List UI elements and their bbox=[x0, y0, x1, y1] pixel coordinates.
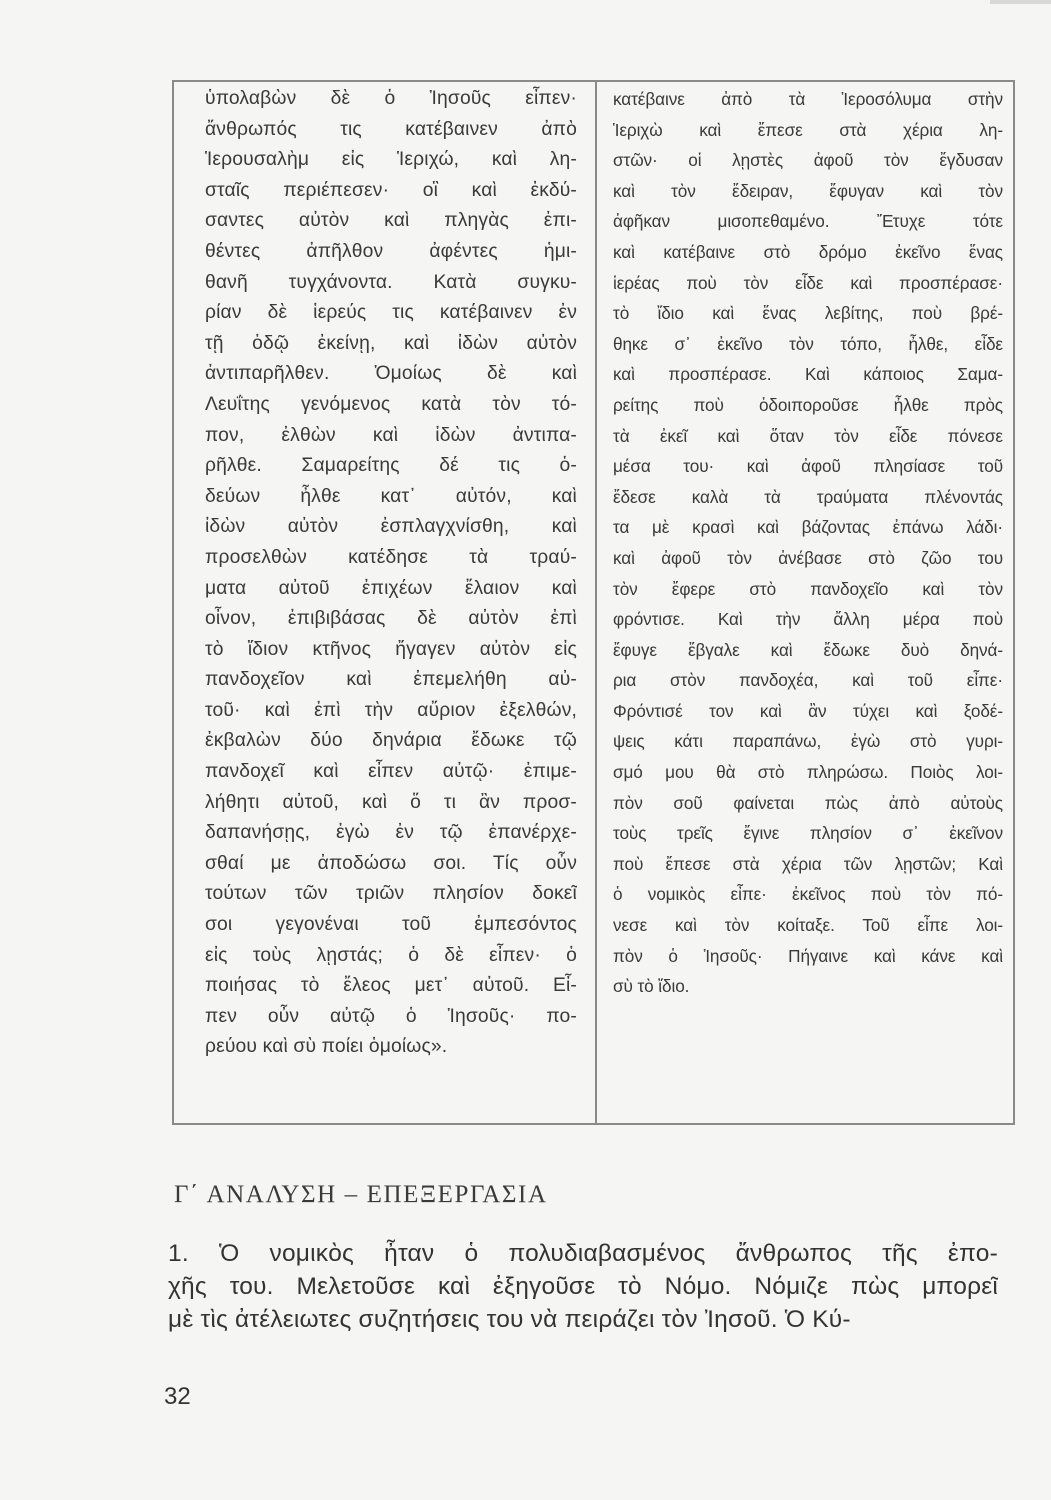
text-line: ἐκβαλὼν δύο δηνάρια ἔδωκε τῷ bbox=[205, 730, 577, 752]
paragraph-line: χῆς του. Μελετοῦσε καὶ ἐξηγοῦσε τὸ Νόμο. Νόμιζε πὼς μπορεῖ bbox=[168, 1273, 998, 1300]
text-line: δαπανήσῃς, ἐγὼ ἐν τῷ ἐπανέρχε- bbox=[205, 822, 577, 844]
paragraph-line: μὲ τὶς ἀτέλειωτες συζητήσεις του νὰ πειράζει τὸν Ἰησοῦ. Ὁ Κύ- bbox=[168, 1306, 851, 1333]
text-line: σμό μου θὰ στὸ πληρώσω. Ποιὸς λοι- bbox=[613, 762, 1003, 783]
text-line: πεν οὖν αὐτῷ ὁ Ἰησοῦς· πο- bbox=[205, 1005, 577, 1027]
text-line: ἔδεσε καλὰ τὰ τραύματα πλένοντάς bbox=[613, 486, 1003, 507]
original-text-column bbox=[205, 84, 577, 1063]
text-line: σοι γεγονέναι τοῦ ἐμπεσόντος bbox=[205, 914, 577, 936]
text-line: τὸν ἔφερε στὸ πανδοχεῖο καὶ τὸν bbox=[613, 578, 1003, 599]
text-line: φρόντισε. Καὶ τὴν ἄλλη μέρα ποὺ bbox=[613, 609, 1003, 630]
text-line: ρείτης ποὺ ὁδοιποροῦσε ἦλθε πρὸς bbox=[613, 394, 1003, 415]
text-line: καὶ κατέβαινε στὸ δρόμο ἐκεῖνο ἕνας bbox=[613, 241, 1003, 262]
section-heading: Γ΄ ΑΝΑΛΥΣΗ – ΕΠΕΞΕΡΓΑΣΙΑ bbox=[174, 1181, 548, 1208]
text-line: πανδοχεῖον καὶ ἐπεμελήθη αὐ- bbox=[205, 669, 577, 691]
text-line: θέντες ἀπῆλθον ἀφέντες ἡμι- bbox=[205, 240, 577, 262]
text-line: ποὺ ἔπεσε στὰ χέρια τῶν λῃστῶν; Καὶ bbox=[613, 853, 1003, 874]
text-line: καὶ ἀφοῦ τὸν ἀνέβασε στὸ ζῶο του bbox=[613, 547, 1003, 568]
text-line: πανδοχεῖ καὶ εἶπεν αὐτῷ· ἐπιμε- bbox=[205, 761, 577, 783]
text-line: μέσα του· καὶ ἀφοῦ πλησίασε τοῦ bbox=[613, 456, 1003, 477]
text-line: τῇ ὁδῷ ἐκείνῃ, καὶ ἰδὼν αὐτὸν bbox=[205, 332, 577, 354]
text-line: Φρόντισέ τον καὶ ἂν τύχει καὶ ξοδέ- bbox=[613, 700, 1003, 721]
page-number: 32 bbox=[164, 1383, 191, 1410]
text-line: οἶνον, ἐπιβιβάσας δὲ αὐτὸν ἐπὶ bbox=[205, 608, 577, 630]
text-line: Ἱεριχὼ καὶ ἔπεσε στὰ χέρια λη- bbox=[613, 119, 1003, 140]
text-line: σταῖς περιέπεσεν· οἳ καὶ ἐκδύ- bbox=[205, 179, 577, 201]
text-line: ὑπολαβὼν δὲ ὁ Ἰησοῦς εἶπεν· bbox=[205, 88, 577, 109]
text-line: πὸν ὁ Ἰησοῦς· Πήγαινε καὶ κάνε καὶ bbox=[613, 945, 1003, 966]
text-line: σθαί με ἀποδώσω σοι. Τίς οὖν bbox=[205, 852, 577, 874]
top-edge-rule bbox=[990, 0, 1051, 4]
text-line: τὸ ἴδιον κτῆνος ἤγαγεν αὐτὸν εἰς bbox=[205, 638, 577, 660]
text-line: ρεύου καὶ σὺ ποίει ὁμοίως». bbox=[205, 1036, 448, 1058]
analysis-paragraph bbox=[168, 1237, 998, 1336]
text-line: ποιήσας τὸ ἔλεος μετ᾿ αὐτοῦ. Εἶ- bbox=[205, 975, 577, 997]
text-line: καὶ προσπέρασε. Καὶ κάποιος Σαμα- bbox=[613, 364, 1003, 385]
text-line: στῶν· οἱ λῃστὲς ἀφοῦ τὸν ἔγδυσαν bbox=[613, 150, 1003, 171]
text-line: ὁ νομικὸς εἶπε· ἐκεῖνος ποὺ τὸν πό- bbox=[613, 884, 1003, 905]
text-line: προσελθὼν κατέδησε τὰ τραύ- bbox=[205, 546, 577, 568]
text-line: λήθητι αὐτοῦ, καὶ ὅ τι ἂν προσ- bbox=[205, 791, 577, 813]
text-line: ἰδὼν αὐτὸν ἐσπλαγχνίσθη, καὶ bbox=[205, 516, 577, 538]
text-line: θηκε σ᾿ ἐκεῖνο τὸν τόπο, ἦλθε, εἶδε bbox=[613, 333, 1003, 354]
paragraph-line: 1. Ὁ νομικὸς ἦταν ὁ πολυδιαβασμένος ἄνθρωπος τῆς ἐπο- bbox=[168, 1240, 998, 1267]
text-line: ἱερέας ποὺ τὸν εἶδε καὶ προσπέρασε· bbox=[613, 272, 1003, 293]
text-line: Ἱερουσαλὴμ εἰς Ἱεριχώ, καὶ λη- bbox=[205, 149, 577, 171]
text-line: θανῆ τυγχάνοντα. Κατὰ συγκυ- bbox=[205, 271, 577, 293]
text-line: ματα αὐτοῦ ἐπιχέων ἔλαιον καὶ bbox=[205, 577, 577, 599]
text-line: ἄνθρωπός τις κατέβαινεν ἀπὸ bbox=[205, 118, 577, 140]
text-line: καὶ τὸν ἔδειραν, ἔφυγαν καὶ τὸν bbox=[613, 180, 1003, 201]
text-line: τα μὲ κρασὶ καὶ βάζοντας ἐπάνω λάδι· bbox=[613, 517, 1003, 538]
text-line: τούτων τῶν τριῶν πλησίον δοκεῖ bbox=[205, 883, 577, 905]
text-line: τὰ ἐκεῖ καὶ ὅταν τὸν εἶδε πόνεσε bbox=[613, 425, 1003, 446]
text-line: εἰς τοὺς λῃστάς; ὁ δὲ εἶπεν· ὁ bbox=[205, 944, 577, 966]
text-line: ρίαν δὲ ἱερεύς τις κατέβαινεν ἐν bbox=[205, 302, 577, 324]
text-line: σαντες αὐτὸν καὶ πληγὰς ἐπι- bbox=[205, 210, 577, 232]
text-line: νεσε καὶ τὸν κοίταξε. Τοῦ εἶπε λοι- bbox=[613, 915, 1003, 936]
text-line: ρῆλθε. Σαμαρείτης δέ τις ὁ- bbox=[205, 455, 577, 477]
text-line: ἔφυγε ἔβγαλε καὶ ἔδωκε δυὸ δηνά- bbox=[613, 639, 1003, 660]
text-line: κατέβαινε ἀπὸ τὰ Ἱεροσόλυμα στὴν bbox=[613, 89, 1003, 109]
text-line: δεύων ἦλθε κατ᾿ αὐτόν, καὶ bbox=[205, 485, 577, 507]
text-line: τοὺς τρεῖς ἔγινε πλησίον σ᾿ ἐκεῖνον bbox=[613, 823, 1003, 844]
text-line: πὸν σοῦ φαίνεται πὼς ἀπὸ αὐτοὺς bbox=[613, 792, 1003, 813]
text-line: τὸ ἴδιο καὶ ἕνας λεβίτης, ποὺ βρέ- bbox=[613, 303, 1003, 324]
text-line: σὺ τὸ ἴδιο. bbox=[613, 976, 690, 997]
text-line: ἀφῆκαν μισοπεθαμένο. Ἔτυχε τότε bbox=[613, 211, 1003, 232]
text-line: Λευΐτης γενόμενος κατὰ τὸν τό- bbox=[205, 393, 577, 415]
text-line: ρια στὸν πανδοχέα, καὶ τοῦ εἶπε· bbox=[613, 670, 1003, 691]
text-line: πον, ἐλθὼν καὶ ἰδὼν ἀντιπα- bbox=[205, 424, 577, 446]
text-line: τοῦ· καὶ ἐπὶ τὴν αὔριον ἐξελθών, bbox=[205, 699, 577, 721]
text-line: ἀντιπαρῆλθεν. Ὁμοίως δὲ καὶ bbox=[205, 363, 577, 385]
text-line: ψεις κάτι παραπάνω, ἐγὼ στὸ γυρι- bbox=[613, 731, 1003, 752]
translation-text-column bbox=[613, 84, 1003, 1002]
